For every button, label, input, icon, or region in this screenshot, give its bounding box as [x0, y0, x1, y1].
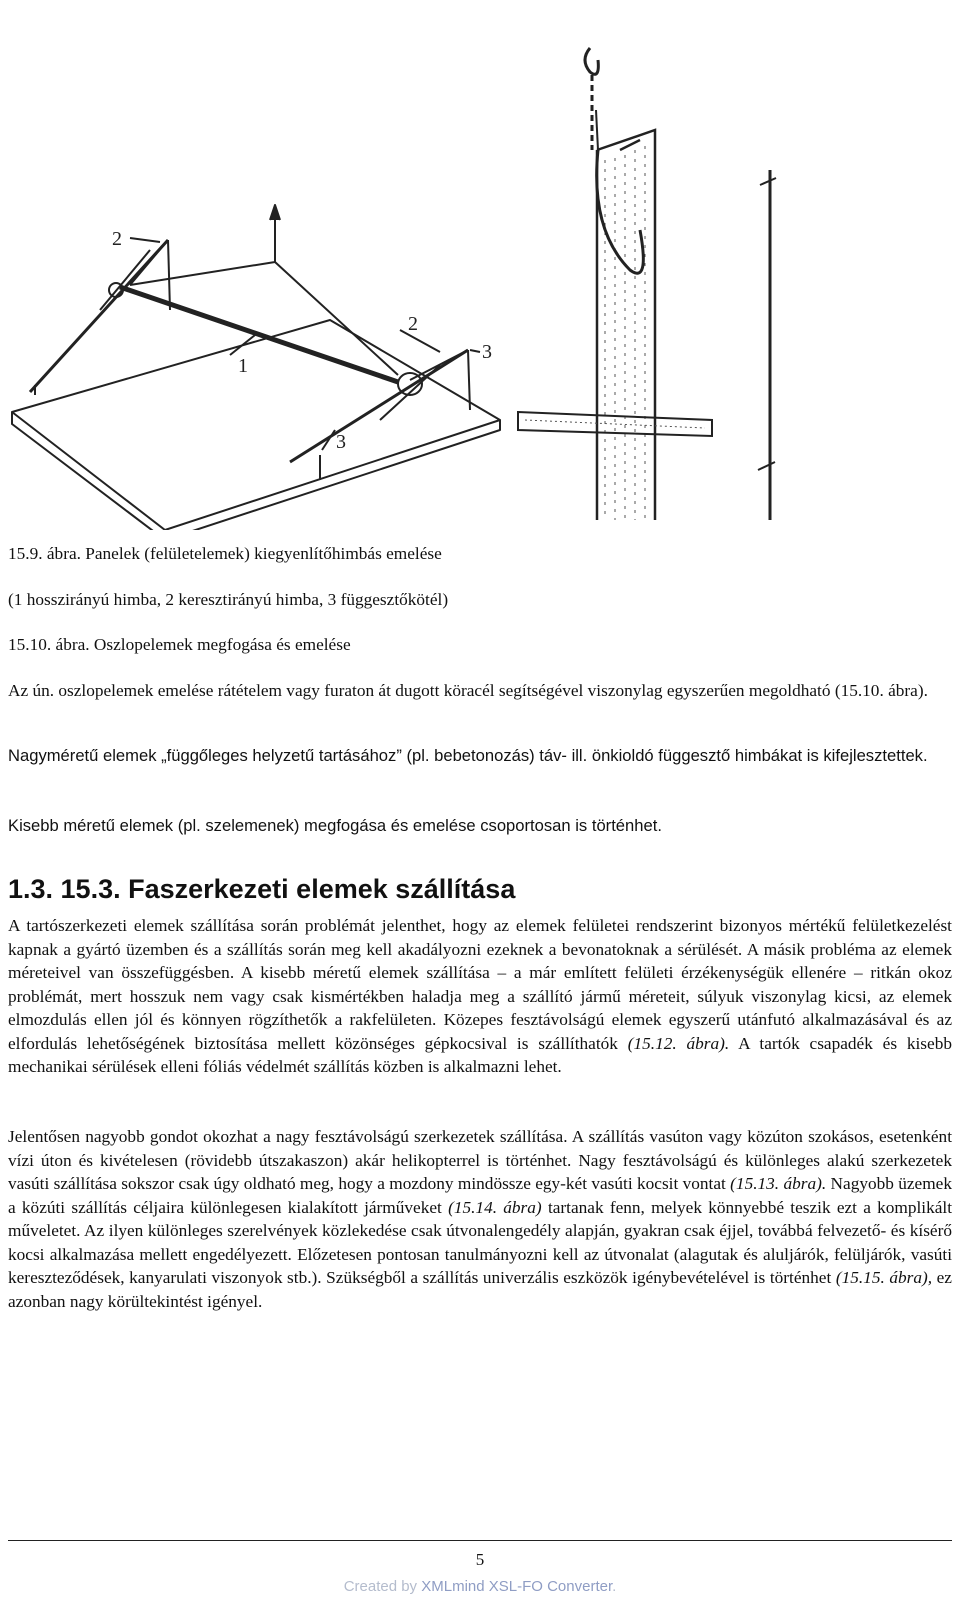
intro-paragraph-2: Nagyméretű elemek „függőleges helyzetű tartásához” (pl. bebetonozás) táv- ill. önkioldó függesztő himbákat is kifejlesztettek.: [8, 746, 928, 765]
figure-reference: (15.13. ábra).: [730, 1174, 827, 1193]
figure-label-3b: 3: [336, 431, 346, 453]
figure-legend-15-9: (1 hosszirányú himba, 2 keresztirányú himba, 3 függesztőkötél): [8, 590, 449, 609]
watermark-brand-link[interactable]: XMLmind XSL-FO Converter: [421, 1578, 613, 1595]
figure-reference: (15.12. ábra).: [627, 1033, 730, 1053]
watermark-suffix: .: [612, 1578, 617, 1595]
section-paragraph-1: [8, 914, 952, 1079]
watermark-prefix: Created by: [343, 1578, 422, 1595]
footer-divider: [8, 1540, 952, 1541]
section-paragraph-2-text-d: ez azonban nagy körültekintést igényel.: [8, 1268, 952, 1311]
figure-caption-15-9: 15.9. ábra. Panelek (felületelemek) kiegyenlítőhimbás emelése: [8, 544, 442, 563]
figure-area: [0, 0, 960, 530]
intro-paragraph-1-text: Az ún. oszlopelemek emelése rátételem vagy furaton át dugott köracél segítségével viszonylag egyszerűen megoldható: [8, 681, 831, 700]
section-heading: 1.3. 15.3. Faszerkezeti elemek szállítása: [8, 874, 516, 904]
figure-reference: (15.10. ábra).: [834, 681, 928, 700]
figures-drawing: [0, 0, 960, 530]
section-paragraph-1-text-a: A tartószerkezeti elemek szállítása során problémát jelenthet, hogy az elemek felületei rendszerint bizonyos mértékű felületkezelést kapnak a gyártó üzemben és a szállítás során meg kell akadályozni ezeknek a bevonatoknak a sérülését. A másik probléma az elemek méreteivel van összefüggésben. A kisebb méretű elemek szállítása – a már említett felületi érzékenységük ellenére – ritkán okoz problémát, mert hosszuk nem vagy csak kismértékben haladja meg a szállító jármű méreteit, súlyuk viszonylag kicsi, az elemek elmozdulás ellen jól és könnyen rögzíthetők a rakfelületen. Közepes fesztávolságú elemek egyszerű utánfutó alkalmazásával és az elfordulás lehetőségének biztosítása mellett közönséges gépkocsival is szállíthatók: [8, 916, 952, 1053]
watermark: [0, 1578, 960, 1595]
panel-lifting-figure: [12, 205, 500, 530]
page-number: 5: [475, 1550, 485, 1569]
figure-reference: (15.15. ábra),: [835, 1268, 933, 1287]
figure-label-1: 1: [238, 355, 248, 377]
figure-label-2a: 2: [112, 228, 122, 250]
section-paragraph-2-text-a: Jelentősen nagyobb gondot okozhat a nagy fesztávolságú szerkezetek szállítása. A szállítás vasúton vagy közúton szokásos, esetenként vízi úton és kivételesen (rövidebb útszakaszon) akár helikopterrel is történhet. Nagy fesztávolságú és különleges alakú szerkezetek vasúti szállítása sokszor csak úgy oldható meg, hogy a mozdony mindössze egy-két vasúti kocsit vontat: [8, 1127, 952, 1193]
section-paragraph-1-text-b: A tartók csapadék és kisebb mechanikai sérülések elleni fóliás védelmét szállítás közben is alkalmazni lehet.: [8, 1033, 952, 1076]
intro-paragraph-3: Kisebb méretű elemek (pl. szelemenek) megfogása és emelése csoportosan is történhet.: [8, 816, 662, 835]
figure-label-3a: 3: [482, 341, 492, 363]
column-lifting-figure: [518, 48, 776, 520]
figure-caption-15-10: 15.10. ábra. Oszlopelemek megfogása és emelése: [8, 635, 351, 654]
section-paragraph-2: [8, 1125, 952, 1313]
section-paragraph-2-text-b: Nagyobb üzemek a közúti szállítás céljaira különlegesen kialakított járműveket: [8, 1174, 952, 1217]
intro-paragraph-1: [8, 679, 952, 703]
section-paragraph-2-text-c: tartanak fenn, melyek könnyebbé teszik ezt a komplikált műveletet. Az ilyen különleges szerelvények közlekedése csak útvonalengedély alapján, gyakran csak éjjel, továbbá felvezető- és kísérő kocsi alkalmazása mellett engedélyezett. Előzetesen pontosan tanulmányozni kell az útvonalat (alagutak és aluljárók, felüljárók, vasúti kereszteződések, kanyarulati viszonyok stb.). Szükségből a szállítás univerzális eszközök igénybevételével is történhet: [8, 1197, 953, 1287]
figure-reference: (15.14. ábra): [448, 1197, 542, 1217]
figure-label-2b: 2: [408, 313, 418, 335]
